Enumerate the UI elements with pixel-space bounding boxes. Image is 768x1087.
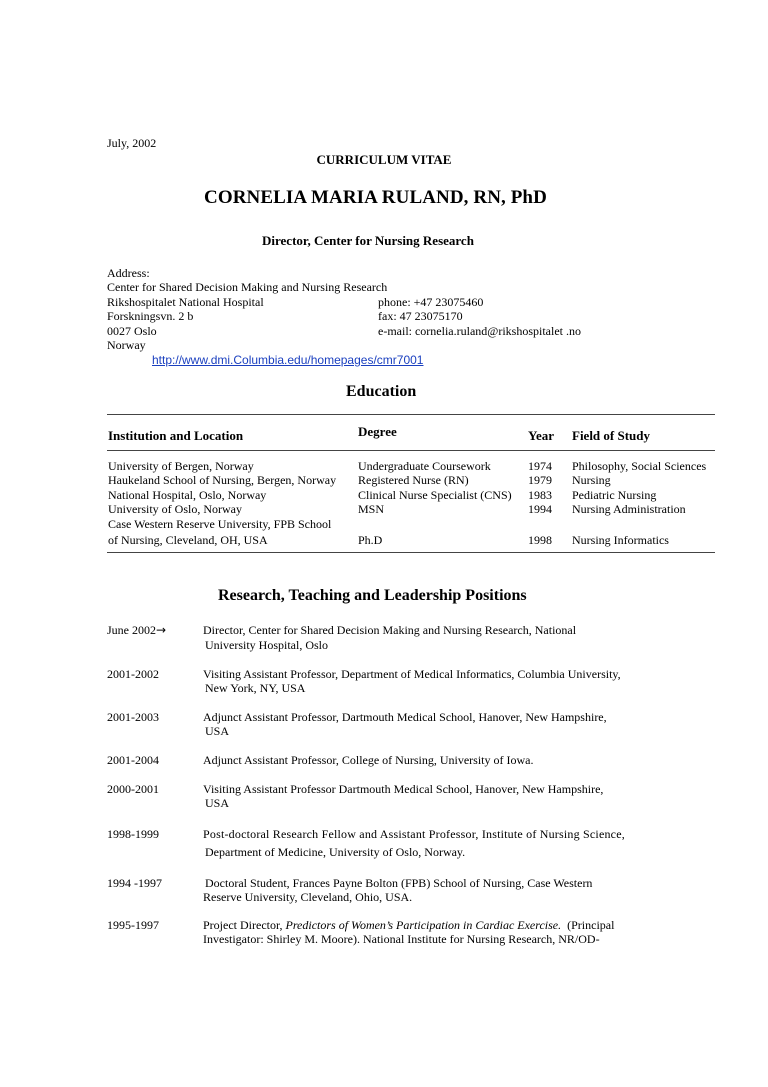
column-header-institution: Institution and Location [108, 428, 244, 443]
cell-institution: University of Bergen, Norway [108, 459, 254, 473]
cv-title: CURRICULUM VITAE [316, 152, 452, 167]
position-line: Doctoral Student, Frances Payne Bolton (FPB) School of Nursing, Case Western [205, 876, 593, 890]
position-date: 1995-1997 [107, 918, 159, 932]
table-bottom-rule [107, 552, 715, 553]
cell-degree: Ph.D [358, 533, 383, 547]
cell-institution: National Hospital, Oslo, Norway [108, 488, 267, 502]
column-header-degree: Degree [358, 424, 397, 439]
positions-heading: Research, Teaching and Leadership Positions [218, 587, 527, 604]
position-line: USA [205, 796, 230, 810]
cell-year: 1974 [528, 459, 552, 473]
cell-year: 1998 [528, 533, 552, 547]
cell-field: Pediatric Nursing [572, 488, 657, 502]
homepage-link[interactable]: http://www.dmi.Columbia.edu/homepages/cmr7001 [152, 353, 424, 367]
position-date: 1994 -1997 [107, 876, 162, 890]
fax-number: fax: 47 23075170 [378, 309, 463, 323]
position-line-text: Project Director, [203, 918, 286, 932]
position-line: University Hospital, Oslo [205, 638, 328, 652]
column-header-year: Year [528, 428, 554, 443]
cell-institution: Haukeland School of Nursing, Bergen, Norway [108, 473, 337, 487]
arrow-right-icon: → [156, 623, 167, 637]
position-date: 1998-1999 [107, 827, 159, 841]
position-date: 2001-2003 [107, 710, 159, 724]
column-header-field: Field of Study [572, 428, 651, 443]
address-line: Rikshospitalet National Hospital [107, 295, 264, 309]
education-heading: Education [346, 383, 417, 400]
cell-field: Nursing [572, 473, 611, 487]
position-line: USA [205, 724, 230, 738]
position-line: Department of Medicine, University of Oslo, Norway. [205, 845, 466, 859]
cell-institution: Case Western Reserve University, FPB School [108, 517, 332, 531]
cell-field: Nursing Informatics [572, 533, 669, 547]
cell-degree: MSN [358, 502, 385, 516]
phone-number: phone: +47 23075460 [378, 295, 484, 309]
address-line: Norway [107, 338, 146, 352]
address-label: Address: [107, 266, 150, 280]
address-line: Center for Shared Decision Making and Nursing Research [107, 280, 388, 294]
position-date-text: June 2002 [107, 623, 156, 637]
position-date: 2000-2001 [107, 782, 159, 796]
cell-institution: of Nursing, Cleveland, OH, USA [108, 533, 268, 547]
cell-year: 1994 [528, 502, 552, 516]
position-date: 2001-2004 [107, 753, 159, 767]
position-line [203, 918, 614, 932]
position-line: Adjunct Assistant Professor, College of Nursing, University of Iowa. [203, 753, 534, 767]
cell-year: 1983 [528, 488, 552, 502]
cell-year: 1979 [528, 473, 552, 487]
position-line-text: (Principal [561, 918, 615, 932]
position-line: Post-doctoral Research Fellow and Assistant Professor, Institute of Nursing Science, [203, 827, 625, 841]
cell-degree: Undergraduate Coursework [358, 459, 491, 473]
cell-field: Nursing Administration [572, 502, 686, 516]
address-line: Forskningsvn. 2 b [107, 309, 194, 323]
cv-date: July, 2002 [107, 136, 157, 150]
position-line: Visiting Assistant Professor Dartmouth Medical School, Hanover, New Hampshire, [203, 782, 604, 796]
cell-institution: University of Oslo, Norway [108, 502, 242, 516]
position-line: Adjunct Assistant Professor, Dartmouth Medical School, Hanover, New Hampshire, [203, 710, 607, 724]
table-header-rule [107, 450, 715, 451]
address-line: 0027 Oslo [107, 324, 157, 338]
project-title: Predictors of Women’s Participation in Cardiac Exercise. [285, 918, 562, 932]
person-title: Director, Center for Nursing Research [262, 233, 474, 248]
position-date: 2001-2002 [107, 667, 159, 681]
position-line: New York, NY, USA [205, 681, 306, 695]
position-line: Reserve University, Cleveland, Ohio, USA. [203, 890, 413, 904]
email-address: e-mail: cornelia.ruland@rikshospitalet .no [378, 324, 581, 338]
cell-degree: Registered Nurse (RN) [358, 473, 469, 487]
position-date [107, 623, 166, 637]
position-line: Director, Center for Shared Decision Making and Nursing Research, National [203, 623, 577, 637]
person-name: CORNELIA MARIA RULAND, RN, PhD [204, 187, 547, 208]
cell-degree: Clinical Nurse Specialist (CNS) [358, 488, 512, 502]
table-top-rule [107, 414, 715, 415]
position-line: Visiting Assistant Professor, Department of Medical Informatics, Columbia University, [203, 667, 621, 681]
position-line: Investigator: Shirley M. Moore). National Institute for Nursing Research, NR/OD- [203, 932, 600, 946]
cell-field: Philosophy, Social Sciences [572, 459, 707, 473]
